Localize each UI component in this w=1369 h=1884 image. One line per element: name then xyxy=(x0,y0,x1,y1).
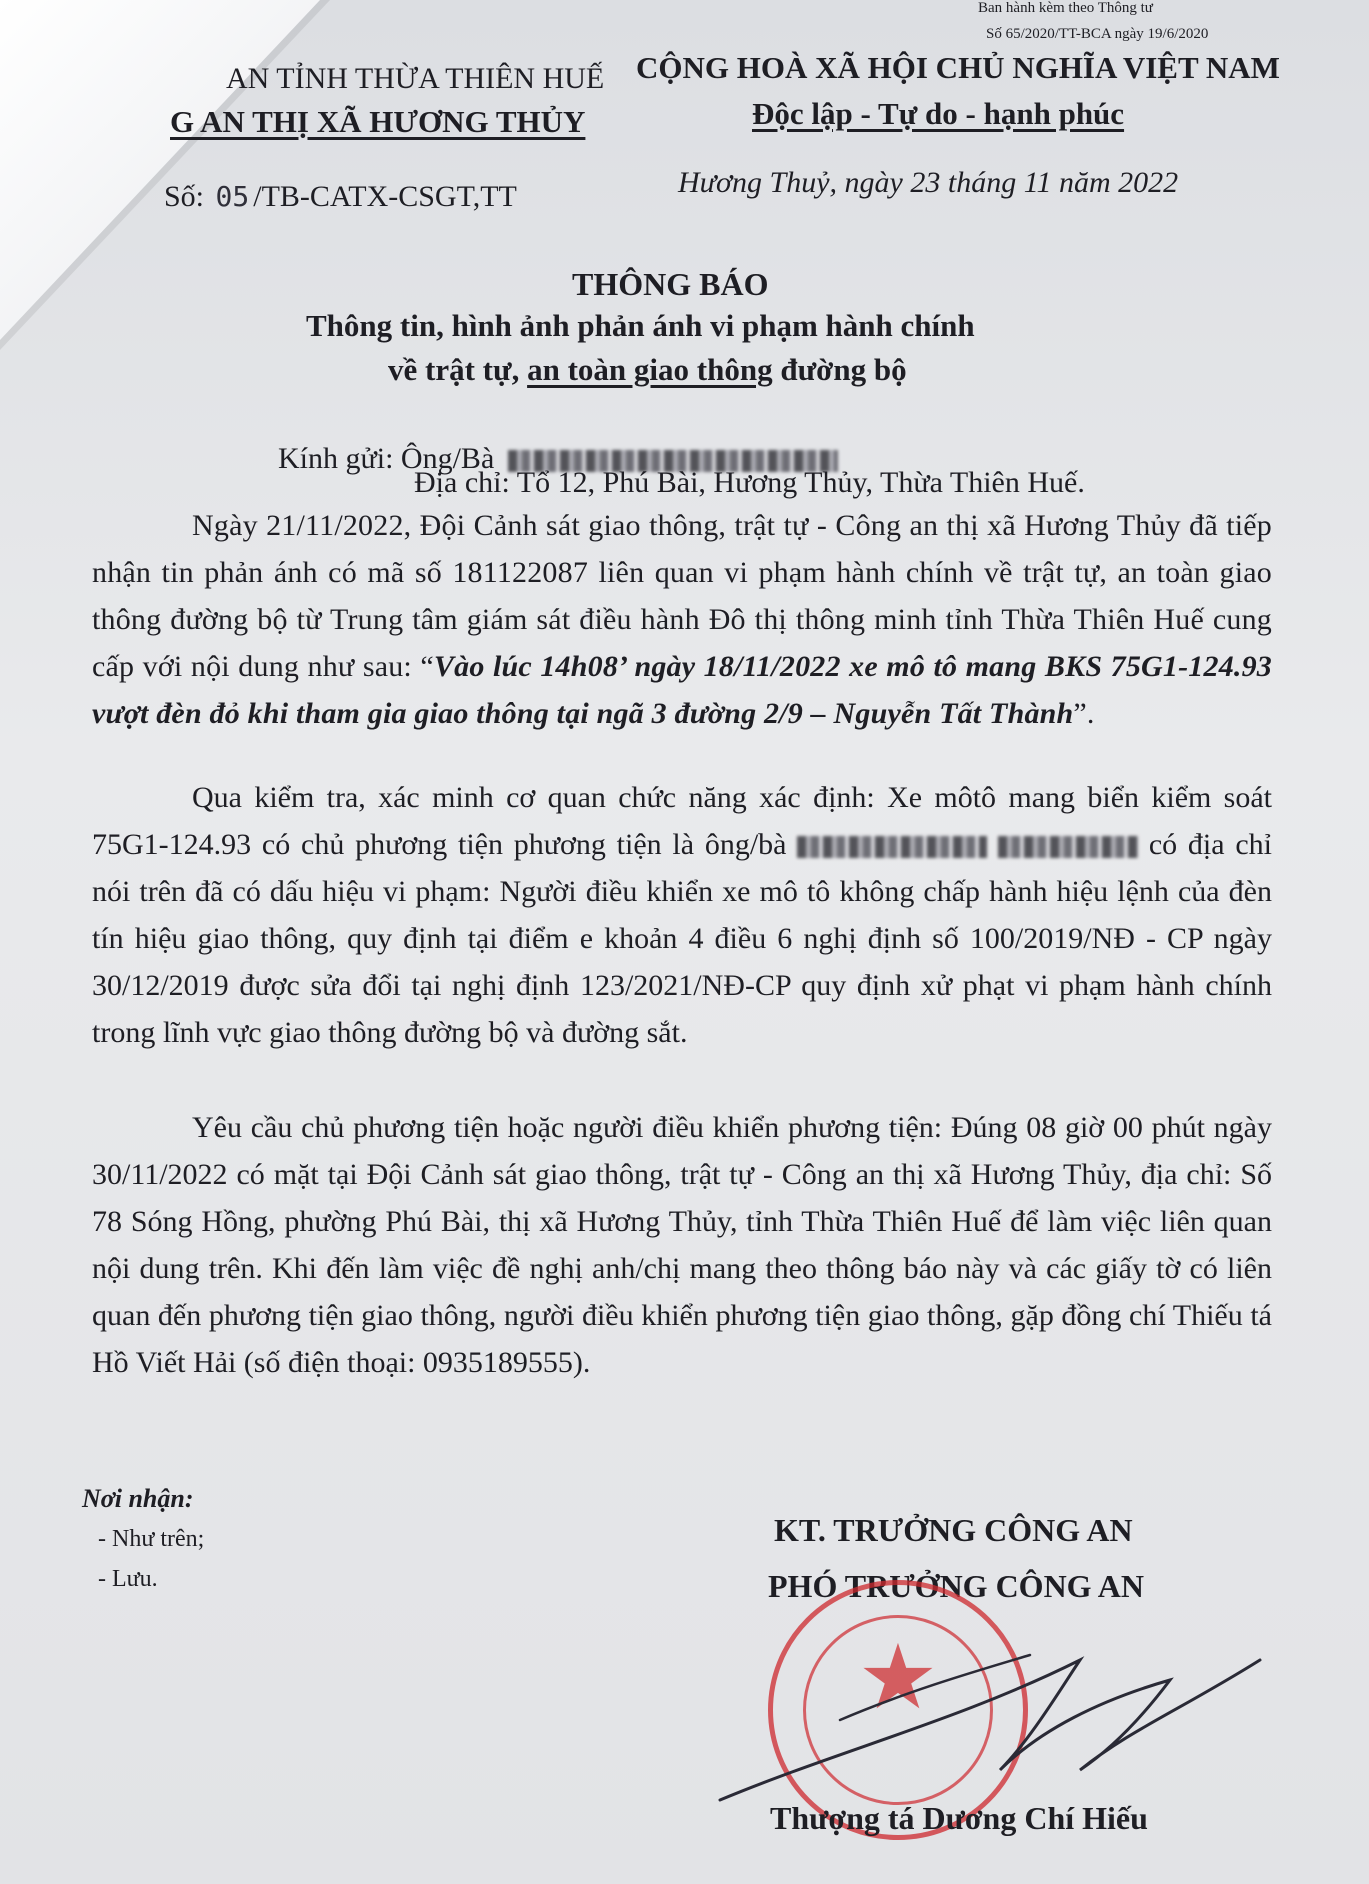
document-number xyxy=(164,180,517,214)
document-title: THÔNG BÁO xyxy=(572,266,769,302)
number-code: /TB-CATX-CSGT,TT xyxy=(253,180,517,213)
recipients-item-1: - Như trên; xyxy=(98,1526,205,1552)
paragraph-2-part-1: Qua kiểm tra, xác minh cơ quan chức năng xác định: Xe môtô mang biển kiểm soát 75G1-124.93 có chủ phương tiện phương tiện là ông/bà xyxy=(92,781,1272,861)
circular-line-1: Ban hành kèm theo Thông tư xyxy=(978,0,1153,16)
redacted-owner-name-cont xyxy=(998,836,1138,858)
handwritten-signature xyxy=(700,1600,1280,1820)
paragraph-1-end: ”. xyxy=(1073,697,1095,730)
number-handwritten: 05 xyxy=(215,180,250,213)
recipients-label: Nơi nhận: xyxy=(82,1484,194,1513)
circular-line-2: Số 65/2020/TT-BCA ngày 19/6/2020 xyxy=(986,26,1209,42)
subtitle-part-b: an toàn giao thông xyxy=(527,352,773,387)
subtitle-part-c: đường bộ xyxy=(780,352,907,387)
seal-star-icon: ★ xyxy=(857,1625,939,1730)
recipient-label: Kính gửi: Ông/Bà xyxy=(278,442,495,475)
place-date: Hương Thuỷ, ngày 23 tháng 11 năm 2022 xyxy=(678,166,1179,199)
signature-title-1: KT. TRƯỞNG CÔNG AN xyxy=(774,1512,1133,1548)
folded-corner xyxy=(0,0,320,340)
document-subtitle-1: Thông tin, hình ảnh phản ánh vi phạm hành chính xyxy=(306,308,975,343)
recipients-item-2: - Lưu. xyxy=(98,1566,158,1592)
recipient-address: Địa chỉ: Tổ 12, Phú Bài, Hương Thủy, Thừa Thiên Huế. xyxy=(414,466,1085,499)
paragraph-2-part-2: có địa chỉ nói trên đã có dấu hiệu vi phạm: Người điều khiển xe mô tô không chấp hành hiệu lệnh của đèn tín hiệu giao thông, quy định tại điểm e khoản 4 điều 6 nghị định số 100/2019/NĐ - CP ngày 30/12/2019 được sửa đổi tại nghị định 123/2021/NĐ-CP quy định xử phạt vi phạm hành chính trong lĩnh vực giao thông đường bộ và đường sắt. xyxy=(92,828,1273,1049)
paragraph-1 xyxy=(92,502,1272,737)
signer-name: Thượng tá Dương Chí Hiếu xyxy=(770,1800,1148,1836)
redacted-owner-name xyxy=(797,836,987,858)
paragraph-1-quote: Vào lúc 14h08’ ngày 18/11/2022 xe mô tô mang BKS 75G1-124.93 vượt đèn đỏ khi tham gia giao thông tại ngã 3 đường 2/9 – Nguyễn Tất Thành xyxy=(92,650,1273,730)
nation-title: CỘNG HOÀ XÃ HỘI CHỦ NGHĨA VIỆT NAM xyxy=(636,50,1280,85)
national-motto: Độc lập - Tự do - hạnh phúc xyxy=(752,96,1125,131)
paragraph-2 xyxy=(92,774,1272,1056)
subtitle-part-a: về trật tự, xyxy=(388,352,520,387)
signature-title-2: PHÓ TRƯỞNG CÔNG AN xyxy=(768,1568,1145,1604)
number-label: Số: xyxy=(164,180,205,213)
agency-parent: AN TỈNH THỪA THIÊN HUẾ xyxy=(226,62,605,95)
paragraph-3: Yêu cầu chủ phương tiện hoặc người điều khiển phương tiện: Đúng 08 giờ 00 phút ngày 30/11/2022 có mặt tại Đội Cảnh sát giao thông, trật tự - Công an thị xã Hương Thủy, địa chỉ: Số 78 Sóng Hồng, phường Phú Bài, thị xã Hương Thủy, tỉnh Thừa Thiên Huế để làm việc liên quan nội dung trên. Khi đến làm việc đề nghị anh/chị mang theo thông báo này và các giấy tờ có liên quan đến phương tiện giao thông, người điều khiển phương tiện giao thông, gặp đồng chí Thiếu tá Hồ Viết Hải (số điện thoại: 0935189555). xyxy=(92,1111,1272,1379)
document-subtitle-2 xyxy=(388,352,907,388)
paragraph-1-text: Ngày 21/11/2022, Đội Cảnh sát giao thông, trật tự - Công an thị xã Hương Thủy đã tiếp nhận tin phản ánh có mã số 181122087 liên quan vi phạm hành chính về trật tự, an toàn giao thông đường bộ từ Trung tâm giám sát điều hành Đô thị thông minh tỉnh Thừa Thiên Huế cung cấp với nội dung như sau: “ xyxy=(92,509,1272,683)
agency-name: G AN THỊ XÃ HƯƠNG THỦY xyxy=(170,104,586,139)
